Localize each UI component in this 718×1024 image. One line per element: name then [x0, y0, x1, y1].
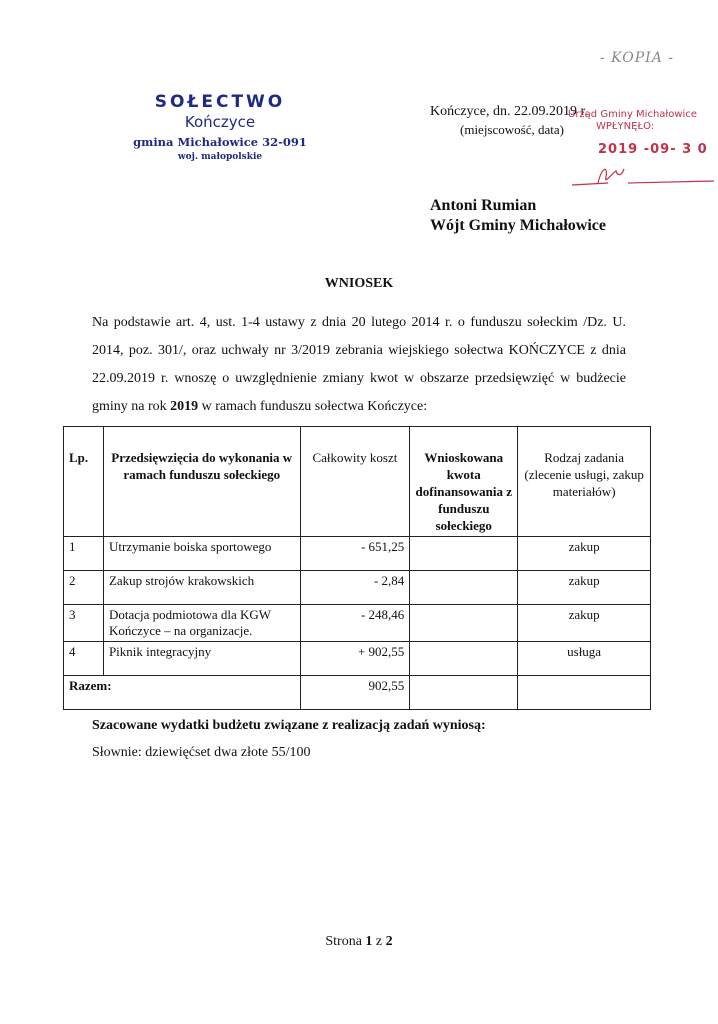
- table-header-row: [64, 427, 651, 537]
- paragraph-text: Na podstawie art. 4, ust. 1-4 ustawy z dnia 20 lutego 2014 r. o funduszu sołeckim /Dz. U. 2014, poz. 301/, oraz uchwały nr 3/2019 zebrania wiejskiego sołectwa KOŃCZYCE z dnia 22.09.2019 r. wnoszę o uwzględnienie zmiany kwot w obszarze przedsięwzięć w budżecie gminy na rok: [92, 315, 626, 414]
- received-stamp: [568, 109, 718, 187]
- table-row: [64, 537, 651, 571]
- total-requested: [410, 676, 518, 710]
- projects-table: [63, 426, 651, 710]
- row-requested: [410, 642, 518, 676]
- header-requested: Wnioskowana kwota dofinansowania z funduszu sołeckiego: [410, 427, 518, 537]
- row-cost: - 2,84: [300, 571, 410, 605]
- stamp-line-4: woj. małopolskie: [177, 152, 263, 162]
- footer-mid: z: [372, 934, 386, 949]
- row-project: Utrzymanie boiska sportowego: [103, 537, 300, 571]
- header-type: Rodzaj zadania (zlecenie usługi, zakup materiałów): [518, 427, 651, 537]
- row-cost: - 248,46: [300, 605, 410, 642]
- row-cost: - 651,25: [300, 537, 410, 571]
- total-cost: 902,55: [300, 676, 410, 710]
- stamp-line-2: Kończyce: [184, 113, 256, 131]
- stamp-line-3: gmina Michałowice 32-091: [133, 135, 307, 149]
- row-type: zakup: [518, 571, 651, 605]
- paragraph-text-end: w ramach funduszu sołectwa Kończyce:: [198, 399, 428, 414]
- row-lp: 2: [64, 571, 104, 605]
- document-title: WNIOSEK: [324, 276, 394, 291]
- place-date-caption: (miejscowość, data): [460, 122, 564, 137]
- received-date: 2019 -09- 3 0: [598, 142, 708, 157]
- row-project: Zakup strojów krakowskich: [103, 571, 300, 605]
- place-date: [430, 104, 588, 138]
- amount-in-words: Słownie: dziewięćset dwa złote 55/100: [92, 745, 311, 760]
- place-date-line: Kończyce, dn. 22.09.2019 r.: [430, 104, 588, 119]
- footer-total: 2: [385, 934, 393, 949]
- row-cost: + 902,55: [300, 642, 410, 676]
- row-requested: [410, 605, 518, 642]
- row-lp: 3: [64, 605, 104, 642]
- paragraph-year: 2019: [170, 399, 199, 414]
- copy-scribble: - KOPIA -: [600, 50, 674, 66]
- row-requested: [410, 537, 518, 571]
- addressee-name: Antoni Rumian: [430, 197, 537, 214]
- body-paragraph: [92, 309, 626, 421]
- table-row: [64, 571, 651, 605]
- row-project: Dotacja podmiotowa dla KGW Kończyce – na organizacje.: [103, 605, 300, 642]
- received-label: WPŁYNĘŁO:: [596, 121, 655, 132]
- total-label: Razem:: [64, 676, 301, 710]
- stamp-line-1: SOŁECTWO: [154, 92, 286, 112]
- received-office: Urząd Gminy Michałowice: [568, 109, 697, 120]
- page-footer: [0, 934, 718, 950]
- addressee-title: Wójt Gminy Michałowice: [430, 217, 606, 234]
- footer-prefix: Strona: [325, 934, 366, 949]
- table-total-row: [64, 676, 651, 710]
- row-project: Piknik integracyjny: [103, 642, 300, 676]
- row-lp: 1: [64, 537, 104, 571]
- table-row: [64, 642, 651, 676]
- header-cost: Całkowity koszt: [300, 427, 410, 537]
- total-type: [518, 676, 651, 710]
- summary-line: Szacowane wydatki budżetu związane z realizacją zadań wyniosą:: [92, 718, 486, 733]
- row-type: usługa: [518, 642, 651, 676]
- signature: [568, 163, 718, 187]
- footer-page: 1: [365, 934, 373, 949]
- solectwo-stamp: [120, 92, 320, 162]
- row-type: zakup: [518, 605, 651, 642]
- header-lp: Lp.: [64, 427, 104, 537]
- addressee: [430, 196, 606, 236]
- row-type: zakup: [518, 537, 651, 571]
- header-project: Przedsięwzięcia do wykonania w ramach funduszu sołeckiego: [103, 427, 300, 537]
- row-requested: [410, 571, 518, 605]
- row-lp: 4: [64, 642, 104, 676]
- table-row: [64, 605, 651, 642]
